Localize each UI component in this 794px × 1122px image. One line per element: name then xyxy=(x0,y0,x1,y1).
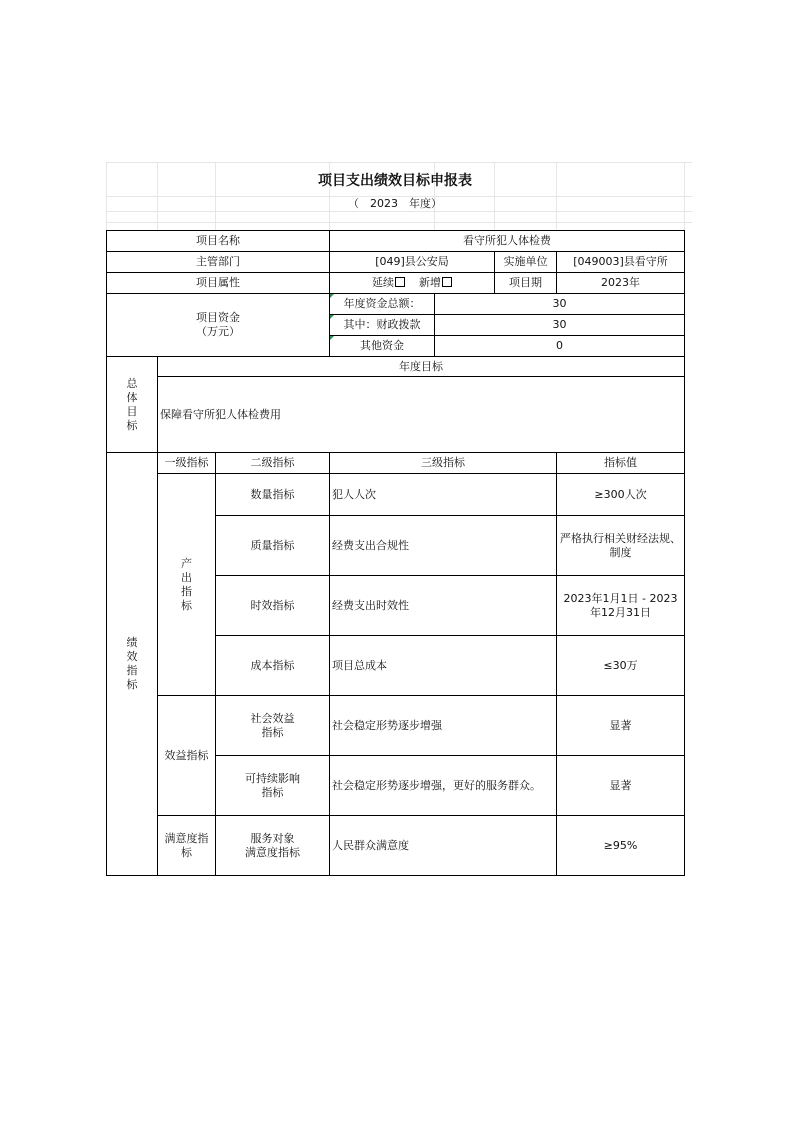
project-attribute-row xyxy=(107,273,685,294)
indicator-value-cell: ≤30万 xyxy=(557,636,685,696)
project-name-value: 看守所犯人体检费 xyxy=(330,231,685,252)
level2-cell: 社会效益 指标 xyxy=(216,696,330,756)
performance-form-table xyxy=(106,230,685,876)
level3-cell: 社会稳定形势逐步增强 xyxy=(330,696,557,756)
new-option-label: 新增 xyxy=(419,276,442,289)
implementing-unit-label: 实施单位 xyxy=(495,252,557,273)
level2-cell: 服务对象 满意度指标 xyxy=(216,816,330,876)
header-level2: 二级指标 xyxy=(216,453,330,474)
continue-option-label: 延续 xyxy=(372,276,395,289)
indicator-value-cell: ≥95% xyxy=(557,816,685,876)
table-row xyxy=(107,474,685,516)
implementing-unit-value: [049003]县看守所 xyxy=(557,252,685,273)
level3-cell: 项目总成本 xyxy=(330,636,557,696)
indicator-header-row xyxy=(107,453,685,474)
overall-target-label: 总 体 目 标 xyxy=(107,357,158,453)
project-attribute-options xyxy=(330,273,495,294)
level2-cell: 可持续影响 指标 xyxy=(216,756,330,816)
department-row xyxy=(107,252,685,273)
header-indicator-value: 指标值 xyxy=(557,453,685,474)
level2-cell: 质量指标 xyxy=(216,516,330,576)
other-funds-label: 其他资金 xyxy=(330,336,435,357)
annual-target-content: 保障看守所犯人体检费用 xyxy=(158,377,685,453)
level3-cell: 经费支出合规性 xyxy=(330,516,557,576)
project-funds-label-line1: 项目资金 xyxy=(196,311,240,324)
table-row xyxy=(107,696,685,756)
project-name-row xyxy=(107,231,685,252)
benefit-indicator-label: 效益指标 xyxy=(158,696,216,816)
other-funds-value: 0 xyxy=(435,336,685,357)
performance-indicator-label: 绩 效 指 标 xyxy=(107,453,158,876)
fiscal-allocation-label: 其中：财政拨款 xyxy=(330,315,435,336)
level2-cell: 时效指标 xyxy=(216,576,330,636)
department-value: [049]县公安局 xyxy=(330,252,495,273)
new-checkbox[interactable] xyxy=(442,277,452,287)
satisfaction-indicator-label: 满意度指 标 xyxy=(158,816,216,876)
department-label: 主管部门 xyxy=(107,252,330,273)
indicator-value-cell: ≥300人次 xyxy=(557,474,685,516)
project-attribute-label: 项目属性 xyxy=(107,273,330,294)
project-period-value: 2023年 xyxy=(557,273,685,294)
fiscal-allocation-value: 30 xyxy=(435,315,685,336)
project-funds-label xyxy=(107,294,330,357)
annual-total-value: 30 xyxy=(435,294,685,315)
level3-cell: 犯人人次 xyxy=(330,474,557,516)
indicator-value-cell: 显著 xyxy=(557,756,685,816)
year-line: （ 2023 年度） xyxy=(348,197,442,210)
output-indicator-label: 产 出 指 标 xyxy=(158,474,216,696)
continue-checkbox[interactable] xyxy=(395,277,405,287)
indicator-value-cell: 严格执行相关财经法规、制度 xyxy=(557,516,685,576)
project-funds-label-line2: （万元） xyxy=(196,325,240,338)
indicator-value-cell: 2023年1月1日 - 2023年12月31日 xyxy=(557,576,685,636)
annual-target-header: 年度目标 xyxy=(158,357,685,377)
form-title: 项目支出绩效目标申报表 xyxy=(318,173,472,189)
annual-total-label: 年度资金总额： xyxy=(330,294,435,315)
overall-target-header-row xyxy=(107,357,685,377)
level2-cell: 数量指标 xyxy=(216,474,330,516)
header-level3: 三级指标 xyxy=(330,453,557,474)
indicator-value-cell: 显著 xyxy=(557,696,685,756)
header-level1: 一级指标 xyxy=(158,453,216,474)
level3-cell: 经费支出时效性 xyxy=(330,576,557,636)
project-period-label: 项目期 xyxy=(495,273,557,294)
overall-target-content-row xyxy=(107,377,685,453)
funds-total-row xyxy=(107,294,685,315)
table-row xyxy=(107,816,685,876)
level2-cell: 成本指标 xyxy=(216,636,330,696)
project-name-label: 项目名称 xyxy=(107,231,330,252)
level3-cell: 社会稳定形势逐步增强，更好的服务群众。 xyxy=(330,756,557,816)
level3-cell: 人民群众满意度 xyxy=(330,816,557,876)
